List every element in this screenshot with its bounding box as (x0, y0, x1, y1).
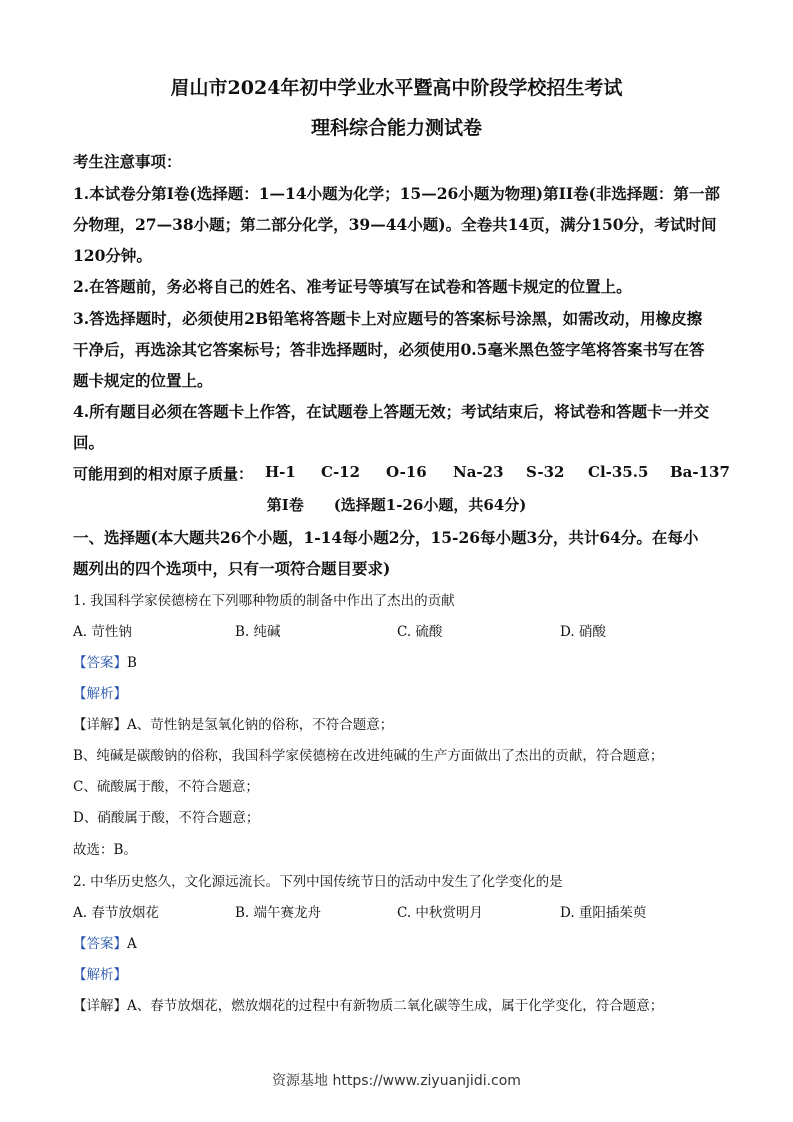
note-line: 2.在答题前，务必将自己的姓名、准考证号等填写在试卷和答题卡规定的位置上。 (73, 277, 632, 296)
detail-line: 故选：B。 (73, 842, 137, 858)
detail-line (73, 994, 723, 1014)
analysis-line (73, 682, 723, 702)
atomic-mass: H-1 (265, 463, 296, 481)
detail-tag: 【详解】 (73, 717, 127, 733)
answer-value: B (127, 655, 137, 671)
answer-line (73, 651, 723, 671)
answer-line (73, 932, 723, 952)
question-stem: 1. 我国科学家侯德榜在下列哪种物质的制备中作出了杰出的贡献 (73, 593, 455, 609)
analysis-tag: 【解析】 (73, 967, 127, 983)
option: C. 硫酸 (397, 624, 443, 640)
atomic-mass: Ba-137 (670, 463, 730, 481)
note-line: 分物理，27—38小题；第二部分化学，39—44小题)。全卷共14页，满分150分，考试时间 (73, 215, 717, 234)
option: D. 重阳插茱萸 (560, 905, 647, 921)
analysis-line (73, 963, 723, 983)
option: A. 苛性钠 (73, 624, 132, 640)
question-stem: 2. 中华历史悠久，文化源远流长。下列中国传统节日的活动中发生了化学变化的是 (73, 874, 563, 890)
atomic-mass: O-16 (386, 463, 427, 481)
detail-text: A、苛性钠是氢氧化钠的俗称，不符合题意； (127, 717, 394, 733)
note-line: 题卡规定的位置上。 (73, 371, 213, 390)
atomic-mass: Cl-35.5 (588, 463, 649, 481)
detail-line: D、硝酸属于酸，不符合题意； (73, 810, 260, 826)
detail-text: A、春节放烟花，燃放烟花的过程中有新物质二氧化碳等生成，属于化学变化，符合题意； (127, 998, 664, 1014)
atomic-mass: S-32 (526, 463, 565, 481)
note-line: 1.本试卷分第I卷(选择题：1—14小题为化学；15—26小题为物理)第II卷(非选择题：第一部 (73, 184, 720, 203)
note-line: 3.答选择题时，必须使用2B铅笔将答题卡上对应题号的答案标号涂黑，如需改动，用橡皮擦 (73, 309, 703, 328)
atomic-mass: C-12 (321, 463, 361, 481)
detail-tag: 【详解】 (73, 998, 127, 1014)
detail-line: B、纯碱是碳酸钠的俗称，我国科学家侯德榜在改进纯碱的生产方面做出了杰出的贡献，符合题意； (73, 748, 664, 764)
exam-subtitle: 理科综合能力测试卷 (310, 117, 482, 139)
section-heading: 一、选择题(本大题共26个小题，1-14每小题2分，15-26每小题3分，共计64分。在每小 (73, 528, 699, 547)
option: B. 纯碱 (235, 624, 281, 640)
detail-line: C、硫酸属于酸，不符合题意； (73, 779, 259, 795)
answer-tag: 【答案】 (73, 936, 127, 952)
option: D. 硝酸 (560, 624, 606, 640)
detail-line (73, 713, 723, 733)
section-heading: 题列出的四个选项中，只有一项符合题目要求) (73, 559, 391, 578)
atomic-mass: Na-23 (453, 463, 504, 481)
answer-tag: 【答案】 (73, 655, 127, 671)
analysis-tag: 【解析】 (73, 686, 127, 702)
answer-value: A (127, 936, 137, 952)
footer-watermark: 资源基地 https://www.ziyuanjidi.com (272, 1073, 521, 1089)
exam-title: 眉山市2024年初中学业水平暨高中阶段学校招生考试 (170, 77, 623, 99)
option: C. 中秋赏明月 (397, 905, 483, 921)
option: A. 春节放烟花 (73, 905, 159, 921)
note-line: 回。 (73, 433, 105, 452)
option: B. 端午赛龙舟 (235, 905, 322, 921)
notes-heading: 考生注意事项： (73, 152, 182, 171)
note-line: 干净后，再选涂其它答案标号；答非选择题时，必须使用0.5毫米黑色签字笔将答案书写在答 (73, 340, 705, 359)
volume-heading: 第I卷 (选择题1-26小题，共64分) (266, 496, 527, 514)
note-line: 120分钟。 (73, 246, 152, 265)
atomic-masses-label: 可能用到的相对原子质量： (73, 465, 254, 483)
note-line: 4.所有题目必须在答题卡上作答，在试题卷上答题无效；考试结束后，将试卷和答题卡一并交 (73, 402, 710, 421)
